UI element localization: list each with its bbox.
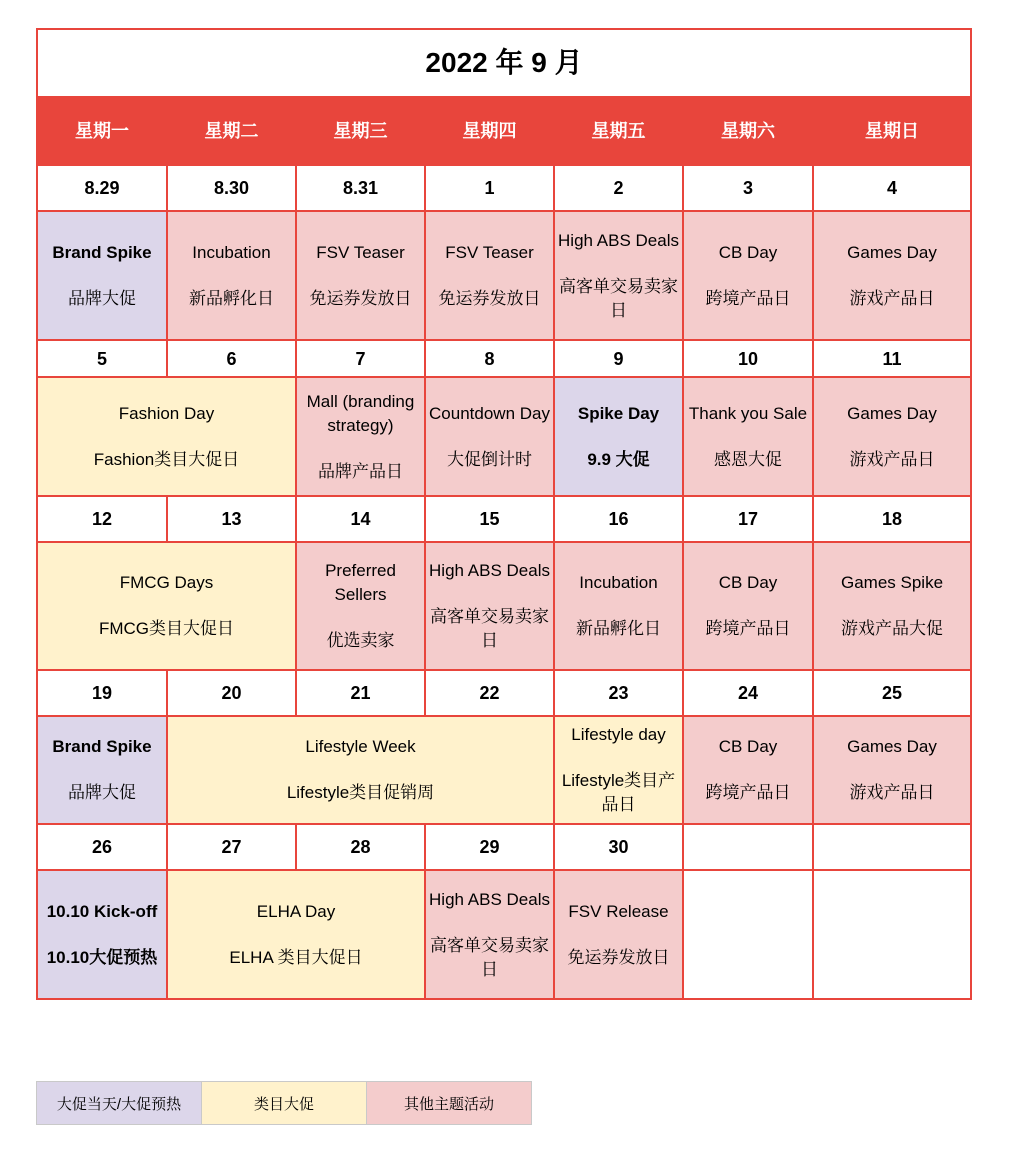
date-cell bbox=[813, 824, 971, 870]
event-cell bbox=[167, 716, 554, 824]
date-cell: 27 bbox=[167, 824, 296, 870]
event-title: Fashion Day bbox=[118, 403, 215, 423]
event-title: Preferred Sellers bbox=[325, 561, 396, 604]
event-cell bbox=[37, 377, 296, 496]
weekday-header: 星期三 bbox=[296, 97, 425, 165]
event-title: High ABS Deals bbox=[429, 561, 550, 580]
event-cell bbox=[813, 377, 971, 496]
date-cell: 5 bbox=[37, 340, 167, 377]
event-subtitle: 免运券发放日 bbox=[309, 288, 412, 308]
event-title: CB Day bbox=[718, 573, 778, 592]
event-title: Thank you Sale bbox=[688, 403, 808, 423]
event-title: Games Spike bbox=[841, 573, 944, 592]
event-subtitle: 跨境产品日 bbox=[705, 288, 791, 308]
date-cell: 8.30 bbox=[167, 165, 296, 211]
event-cell bbox=[554, 211, 683, 340]
event-cell bbox=[813, 542, 971, 670]
event-cell bbox=[683, 716, 813, 824]
date-cell: 13 bbox=[167, 496, 296, 542]
event-subtitle: 大促倒计时 bbox=[447, 449, 532, 469]
event-title: FSV Teaser bbox=[445, 242, 534, 262]
event-cell bbox=[167, 211, 296, 340]
event-subtitle: Lifestyle类目产品日 bbox=[561, 771, 676, 814]
event-subtitle: 免运券发放日 bbox=[567, 947, 670, 967]
weekday-header: 星期日 bbox=[813, 97, 971, 165]
event-subtitle: 9.9 大促 bbox=[587, 449, 650, 469]
event-cell bbox=[296, 542, 425, 670]
event-title: Incubation bbox=[192, 242, 271, 262]
event-cell bbox=[37, 870, 167, 999]
date-cell: 11 bbox=[813, 340, 971, 377]
date-cell: 22 bbox=[425, 670, 554, 716]
date-cell: 8 bbox=[425, 340, 554, 377]
date-cell: 2 bbox=[554, 165, 683, 211]
weekday-header: 星期五 bbox=[554, 97, 683, 165]
event-cell bbox=[37, 211, 167, 340]
date-cell: 7 bbox=[296, 340, 425, 377]
event-title: Lifestyle Week bbox=[305, 737, 416, 756]
event-subtitle: 10.10大促预热 bbox=[46, 947, 158, 967]
event-cell bbox=[167, 870, 425, 999]
calendar-table bbox=[36, 28, 972, 1000]
event-subtitle: 免运券发放日 bbox=[438, 288, 541, 308]
event-subtitle: 优选卖家 bbox=[326, 631, 395, 650]
date-cell bbox=[683, 824, 813, 870]
event-cell bbox=[554, 377, 683, 496]
event-cell bbox=[554, 716, 683, 824]
event-title: FSV Teaser bbox=[316, 242, 405, 262]
date-cell: 23 bbox=[554, 670, 683, 716]
event-subtitle: 游戏产品日 bbox=[849, 783, 935, 802]
date-cell: 6 bbox=[167, 340, 296, 377]
date-cell: 16 bbox=[554, 496, 683, 542]
legend-theme-activity: 其他主题活动 bbox=[367, 1082, 532, 1125]
event-title: Lifestyle day bbox=[571, 725, 666, 744]
event-cell bbox=[425, 542, 554, 670]
date-cell: 26 bbox=[37, 824, 167, 870]
date-cell: 19 bbox=[37, 670, 167, 716]
date-cell: 8.29 bbox=[37, 165, 167, 211]
event-title: High ABS Deals bbox=[558, 230, 679, 250]
event-title: FMCG Days bbox=[119, 573, 214, 592]
event-cell bbox=[425, 870, 554, 999]
date-cell: 25 bbox=[813, 670, 971, 716]
legend bbox=[36, 1081, 532, 1125]
event-title: Brand Spike bbox=[52, 737, 152, 756]
event-cell bbox=[683, 542, 813, 670]
event-cell bbox=[813, 716, 971, 824]
weekday-header: 星期一 bbox=[37, 97, 167, 165]
event-subtitle: 跨境产品日 bbox=[705, 619, 791, 638]
event-title: Games Day bbox=[847, 242, 937, 262]
event-title: Spike Day bbox=[577, 403, 660, 423]
empty-cell bbox=[683, 870, 813, 999]
date-cell: 14 bbox=[296, 496, 425, 542]
event-title: High ABS Deals bbox=[429, 889, 550, 909]
event-cell bbox=[425, 211, 554, 340]
date-cell: 18 bbox=[813, 496, 971, 542]
date-cell: 28 bbox=[296, 824, 425, 870]
event-cell bbox=[296, 211, 425, 340]
event-title: ELHA Day bbox=[256, 901, 336, 921]
weekday-header: 星期六 bbox=[683, 97, 813, 165]
event-subtitle: 感恩大促 bbox=[714, 449, 782, 469]
event-subtitle: 跨境产品日 bbox=[705, 783, 791, 802]
event-subtitle: 游戏产品大促 bbox=[841, 619, 944, 638]
event-title: Games Day bbox=[847, 403, 937, 423]
weekday-header: 星期四 bbox=[425, 97, 554, 165]
event-title: Brand Spike bbox=[52, 242, 152, 262]
event-subtitle: 新品孵化日 bbox=[189, 288, 274, 308]
event-cell bbox=[554, 870, 683, 999]
date-cell: 30 bbox=[554, 824, 683, 870]
event-subtitle: Fashion类目大促日 bbox=[93, 449, 240, 469]
event-subtitle: 游戏产品日 bbox=[849, 288, 935, 308]
date-cell: 3 bbox=[683, 165, 813, 211]
event-cell bbox=[37, 542, 296, 670]
date-cell: 4 bbox=[813, 165, 971, 211]
event-subtitle: 高客单交易卖家日 bbox=[430, 607, 549, 650]
event-title: Incubation bbox=[579, 573, 658, 592]
event-cell bbox=[683, 377, 813, 496]
event-subtitle: Lifestyle类目促销周 bbox=[286, 783, 435, 802]
date-cell: 15 bbox=[425, 496, 554, 542]
date-cell: 12 bbox=[37, 496, 167, 542]
legend-mega-sale: 大促当天/大促预热 bbox=[37, 1082, 202, 1125]
event-subtitle: 高客单交易卖家日 bbox=[430, 935, 549, 979]
event-subtitle: ELHA 类目大促日 bbox=[229, 947, 363, 967]
event-cell bbox=[296, 377, 425, 496]
event-subtitle: 品牌产品日 bbox=[318, 461, 403, 481]
event-title: FSV Release bbox=[568, 901, 669, 921]
calendar-title: 2022 年 9 月 bbox=[37, 29, 971, 97]
event-subtitle: 品牌大促 bbox=[68, 288, 136, 308]
date-cell: 9 bbox=[554, 340, 683, 377]
date-cell: 20 bbox=[167, 670, 296, 716]
event-title: CB Day bbox=[718, 242, 778, 262]
event-subtitle: 高客单交易卖家日 bbox=[559, 276, 678, 320]
date-cell: 1 bbox=[425, 165, 554, 211]
event-title: Games Day bbox=[847, 737, 937, 756]
empty-cell bbox=[813, 870, 971, 999]
event-cell bbox=[37, 716, 167, 824]
event-title: CB Day bbox=[718, 737, 778, 756]
event-title: Countdown Day bbox=[429, 403, 550, 423]
event-subtitle: FMCG类目大促日 bbox=[98, 619, 235, 638]
date-cell: 17 bbox=[683, 496, 813, 542]
date-cell: 21 bbox=[296, 670, 425, 716]
date-cell: 29 bbox=[425, 824, 554, 870]
date-cell: 8.31 bbox=[296, 165, 425, 211]
date-cell: 10 bbox=[683, 340, 813, 377]
event-title: Mall (branding strategy) bbox=[306, 391, 415, 435]
event-cell bbox=[554, 542, 683, 670]
event-cell bbox=[683, 211, 813, 340]
event-cell bbox=[425, 377, 554, 496]
legend-category-sale: 类目大促 bbox=[202, 1082, 367, 1125]
event-subtitle: 新品孵化日 bbox=[576, 619, 661, 638]
event-subtitle: 品牌大促 bbox=[68, 783, 136, 802]
event-subtitle: 游戏产品日 bbox=[849, 449, 935, 469]
event-title: 10.10 Kick-off bbox=[46, 901, 158, 921]
date-cell: 24 bbox=[683, 670, 813, 716]
weekday-header: 星期二 bbox=[167, 97, 296, 165]
event-cell bbox=[813, 211, 971, 340]
